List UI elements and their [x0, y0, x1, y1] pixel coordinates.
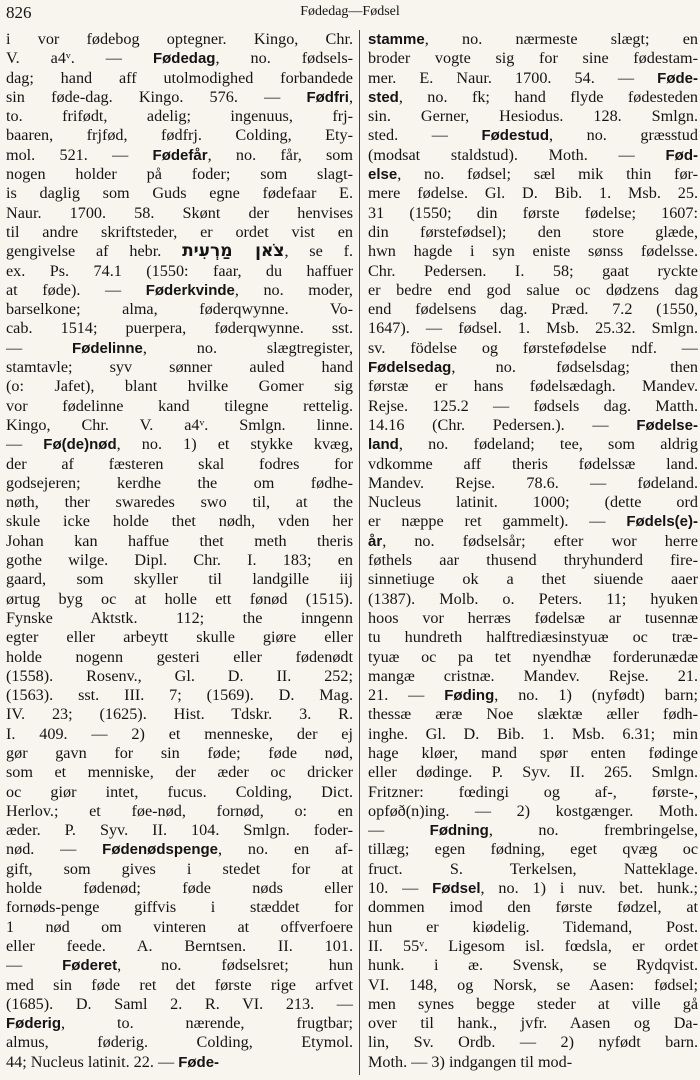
text-line: hoos vor herræs fødelsæ ar tusennæ — [368, 608, 698, 627]
text-line: dommen imod den første fødzel, at — [368, 898, 698, 917]
text-line: VI. 148, og Norsk, se Aasen: fødsel; — [368, 975, 698, 994]
text-line: to. frifødt, adelig; ingenuus, frj- — [6, 107, 353, 126]
text-line: sv. födelse og førstefødelse ndf. — — [368, 338, 698, 357]
text-line: — Fødning, no. frembringelse, — [368, 821, 698, 840]
headword: Fødels(e)- — [626, 513, 698, 531]
headword: Fødelinne — [72, 339, 143, 357]
text-line: (1685). D. Saml 2. R. VI. 213. — — [6, 994, 353, 1013]
text-line: (1563). sst. III. 7; (1569). D. Mag. — [6, 686, 353, 705]
text-line: broder vogte sig for sine fødestam- — [368, 49, 698, 68]
headword: Føderig — [6, 1015, 61, 1033]
text-line: sin føde-dag. Kingo. 576. — Fødfri, — [6, 87, 353, 106]
text-line: gengivelse af hebr. צֹאן מַרְעִית, se f. — [6, 242, 353, 262]
headword: Fødning — [429, 822, 489, 840]
text-line: 1647). — fødsel. 1. Msb. 25.32. Smlgn. — [368, 319, 698, 338]
headword: Fø(de)nød — [43, 436, 117, 454]
text-line: cab. 1514; puerpera, føderqwynne. sst. — [6, 319, 353, 338]
text-line: (1558). Rosenv., Gl. D. II. 252; — [6, 666, 353, 685]
right-column — [368, 30, 698, 1072]
running-title: Fødedag—Fødsel — [300, 4, 400, 19]
text-line: godsejeren; kerdhe the om fødhe- — [6, 473, 353, 492]
headword: Fødsel — [432, 880, 481, 898]
headword: Fød- — [665, 146, 698, 164]
text-line: Moth. — 3) indgangen til mod- — [368, 1052, 573, 1071]
text-line: inghe. Gl. D. Bib. 1. Msb. 6.31; min — [368, 724, 698, 743]
text-line: ørtug byg oc at holle ett fønød (1515). — [6, 589, 353, 608]
text-line: gothe wilge. Dipl. Chr. I. 183; en — [6, 551, 353, 570]
headword: land — [368, 436, 399, 454]
text-line: stamtavle; syv sønner auled hand — [6, 358, 353, 377]
text-line: (modsat staldstud). Moth. — Fød- — [368, 145, 698, 164]
text-line: sinnetiuge ok a thet siuende aaer — [368, 570, 698, 589]
text-line: men synes begge steder at ville gå — [368, 994, 698, 1013]
text-line: holde fødenød; føde nøds eller — [6, 879, 353, 898]
text-line: Naur. 1700. 58. Skønt der henvises — [6, 203, 353, 222]
hebrew-phrase: צֹאן מַרְעִית — [182, 242, 285, 262]
text-line: dag; hand aff utolmodighed forbandede — [6, 68, 353, 87]
headword: Føde- — [657, 69, 698, 87]
text-line: i vor fødebog optegner. Kingo, Chr. — [6, 30, 353, 48]
text-line: nøth, ther swaredes swo til, at the — [6, 493, 353, 512]
text-line: skule icke holde thet nødh, vden her — [6, 512, 353, 531]
text-line: — Fø(de)nød, no. 1) et stykke kvæg, — [6, 435, 353, 454]
text-line: Herlov.; et føe-nød, fornød, o: en — [6, 801, 353, 820]
text-line: hage kløer, mand spør enten fødinge — [368, 743, 698, 762]
text-line: I. 409. — 2) et menneske, der ej — [6, 724, 353, 743]
text-line: til andre skriftsteder, er ordet vist en — [6, 222, 353, 241]
text-line: — Fødelinne, no. slægtregister, — [6, 338, 353, 357]
headword: Føding — [444, 687, 495, 705]
headword: Fødfri — [306, 88, 349, 106]
text-line: land, no. fødeland; tee, som aldrig — [368, 435, 698, 454]
headword: Fødefår — [152, 146, 208, 164]
text-line: lin, Sv. Ordb. — 2) nyfødt barn. — [368, 1033, 698, 1052]
text-line: er bedre end god salue oc dødzens dag — [368, 280, 698, 299]
text-line: tillæg; egen fødning, eget qvæg oc — [368, 840, 698, 859]
text-line: Fynske Aktstk. 112; the inngenn — [6, 608, 353, 627]
text-line: førstæ er hans fødelsædagh. Mandev. — [368, 377, 698, 396]
headword: Føde- — [178, 1053, 220, 1071]
text-line: thessæ æræ Noe slæktæ æller fødh- — [368, 705, 698, 724]
text-line: 21. — Føding, no. 1) (nyfødt) barn; — [368, 686, 698, 705]
text-line: æder. P. Syv. II. 104. Smlgn. foder- — [6, 821, 353, 840]
text-line: at føde). — Føderkvinde, no. moder, — [6, 280, 353, 299]
text-line: sted. — Fødestud, no. græsstud — [368, 126, 698, 145]
text-line: oc giør intet, fucus. Colding, Dict. — [6, 782, 353, 801]
text-line: end fødelsens dag. Præd. 7.2 (1550, — [368, 300, 698, 319]
text-line: else, no. fødsel; sæl mik thin før- — [368, 165, 698, 184]
text-line: hwn hagde i syn eniste sønss fødelsse. — [368, 242, 698, 261]
headword: Fødedag — [152, 50, 216, 68]
text-line: IV. 23; (1625). Hist. Tdskr. 3. R. — [6, 705, 353, 724]
page-number: 826 — [6, 3, 32, 22]
text-line: opføð(n)ing. — 2) kostgænger. Moth. — [368, 801, 698, 820]
text-line: fornøds-penge giffvis i stæddet for — [6, 898, 353, 917]
text-line: barselkone; alma, føderqwynne. Vo- — [6, 300, 353, 319]
text-line: baaren, frjfød, fødfrj. Colding, Ety- — [6, 126, 353, 145]
text-line: år, no. fødselsår; efter wor herre — [368, 531, 698, 550]
page-header — [6, 3, 694, 25]
text-line: (1387). Molb. o. Peters. 11; hyuken — [368, 589, 698, 608]
headword: Fødelse- — [636, 416, 698, 434]
column-divider — [359, 30, 360, 1075]
text-line: Chr. Pedersen. I. 58; gaat ryckte — [368, 261, 698, 280]
left-column — [6, 30, 353, 1072]
text-line: stamme, no. nærmeste slægt; en — [368, 30, 698, 48]
headword: Føderkvinde — [145, 281, 235, 299]
text-line: Mandev. Rejse. 78.6. — fødeland. — [368, 473, 698, 492]
text-line: er næppe ret gammelt). — Fødels(e)- — [368, 512, 698, 531]
text-line: Føderig, to. nærende, frugtbar; — [6, 1014, 353, 1033]
text-line: Fødelsedag, no. fødselsdag; then — [368, 358, 698, 377]
text-line: 1 nød om vinteren at offverfoere — [6, 917, 353, 936]
text-line: sted, no. fk; hand flyde fødesteden — [368, 87, 698, 106]
text-line: med sin føde ret det første rige arfvet — [6, 975, 353, 994]
headword: år — [368, 532, 383, 550]
text-line: nogen holder på foder; som slagt- — [6, 165, 353, 184]
headword: Fødelsedag — [368, 359, 452, 377]
text-line: eller dødinge. P. Syv. II. 265. Smlgn. — [368, 763, 698, 782]
text-line: tu hundreth halftrediæsinstyuæ oc træ- — [368, 628, 698, 647]
text-line: over til hank., jvfr. Aasen og Da- — [368, 1014, 698, 1033]
text-line: nød. — Fødenødspenge, no. en af- — [6, 840, 353, 859]
text-line: V. a4ᵛ. — Fødedag, no. fødsels- — [6, 49, 353, 68]
text-line: Nucleus latinit. 1000; (dette ord — [368, 493, 698, 512]
text-line: vor fødelinne kand tilegne rettelig. — [6, 396, 353, 415]
text-line: eller feede. A. Berntsen. II. 101. — [6, 936, 353, 955]
text-line: holde nogenn gesteri eller fødenødt — [6, 647, 353, 666]
headword: Føderet — [62, 957, 118, 975]
text-line: fruct. S. Terkelsen, Natteklage. — [368, 859, 698, 878]
text-line: 44; Nucleus latinit. 22. — Føde- — [6, 1052, 220, 1071]
text-line: 10. — Fødsel, no. 1) i nuv. bet. hunk.; — [368, 879, 698, 898]
text-line: mere fødelse. Gl. D. Bib. 1. Msb. 25. — [368, 184, 698, 203]
text-line: Rejse. 125.2 — fødsels dag. Matth. — [368, 396, 698, 415]
text-line: egter eller arbeytt skulle giøre eller — [6, 628, 353, 647]
text-line: mangæ cristnæ. Mandev. Rejse. 21. — [368, 666, 698, 685]
headword: stamme — [368, 31, 425, 48]
text-line: tyuæ oc pa tet nyendhæ forderunædæ — [368, 647, 698, 666]
text-line: din førstefødsel); den store glæde, — [368, 222, 698, 241]
text-line: gift, som gives i stedet for at — [6, 859, 353, 878]
text-line: — Føderet, no. fødselsret; hun — [6, 956, 353, 975]
headword: Fødenødspenge — [102, 841, 219, 859]
text-line: ex. Ps. 74.1 (1550: faar, du haffuer — [6, 261, 353, 280]
text-line: almus, føderig. Colding, Etymol. — [6, 1033, 353, 1052]
headword: else — [368, 166, 398, 184]
text-line: (o: Jafet), blant hvilke Gomer sig — [6, 377, 353, 396]
text-line: hun er kiødelig. Tidemand, Post. — [368, 917, 698, 936]
text-line: føthels aar thusend thryhunderd fire- — [368, 551, 698, 570]
text-line: Kingo, Chr. V. a4ᵛ. Smlgn. linne. — [6, 415, 353, 434]
text-line: mol. 521. — Fødefår, no. får, som — [6, 145, 353, 164]
text-line: der af fæsteren skal fodres for — [6, 454, 353, 473]
headword: Fødestud — [481, 127, 549, 145]
text-line: 31 (1550; din første fødelse; 1607: — [368, 203, 698, 222]
text-line: II. 55ᵛ. Ligesom isl. fœdsla, er ordet — [368, 936, 698, 955]
text-line: gør gavn for sin føde; føde nød, — [6, 743, 353, 762]
text-line: 14.16 (Chr. Pedersen.). — Fødelse- — [368, 415, 698, 434]
text-line: is daglig som Guds egne fødefaar E. — [6, 184, 353, 203]
text-line: sin. Gerner, Hesiodus. 128. Smlgn. — [368, 107, 698, 126]
text-line: Fritzner: fœdingi og af-, første-, — [368, 782, 698, 801]
text-line: vdkomme aff theris fødelssæ land. — [368, 454, 698, 473]
text-line: mer. E. Naur. 1700. 54. — Føde- — [368, 68, 698, 87]
headword: sted — [368, 88, 399, 106]
text-line: hunk. i æ. Svensk, se Rydqvist. — [368, 956, 698, 975]
text-line: som et menniske, der æder oc dricker — [6, 763, 353, 782]
text-line: gaard, som skyller til landgille iij — [6, 570, 353, 589]
text-line: Johan kan haffue thet meth theris — [6, 531, 353, 550]
